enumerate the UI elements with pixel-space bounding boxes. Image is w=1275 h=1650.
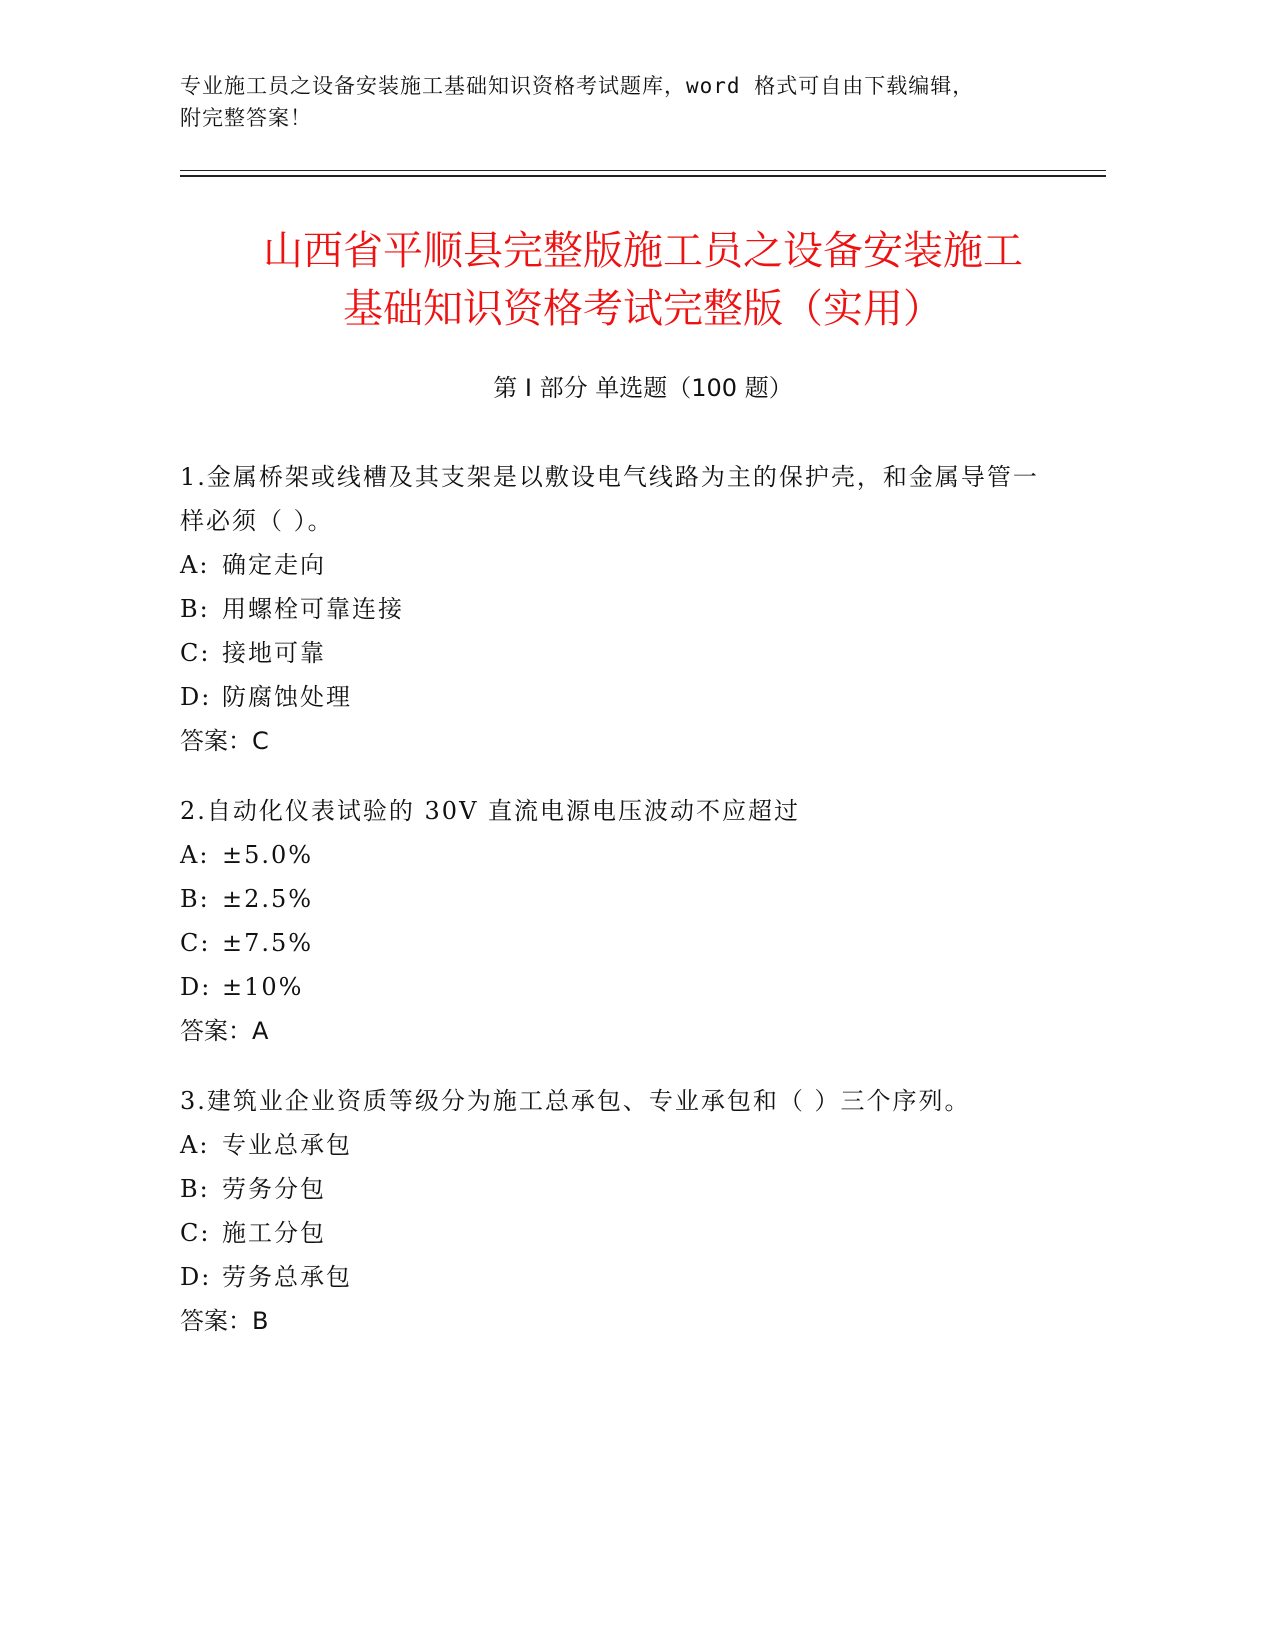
option-text: 确定走向 <box>222 551 326 579</box>
option-text: ±5.0% <box>222 841 314 869</box>
question-item <box>180 1079 1060 1343</box>
option-key: D: <box>180 683 212 711</box>
option-key: B: <box>180 595 210 623</box>
option-key: B: <box>180 885 210 913</box>
option-text: 用螺栓可靠连接 <box>222 595 404 623</box>
question-option-b <box>180 587 1060 631</box>
option-key: D: <box>180 1263 212 1291</box>
question-option-d <box>180 965 1060 1009</box>
question-option-d <box>180 1255 1060 1299</box>
option-text: ±2.5% <box>222 885 314 913</box>
header-note <box>180 70 1100 134</box>
option-key: A: <box>180 1131 210 1159</box>
option-text: 劳务总承包 <box>222 1263 352 1291</box>
option-key: C: <box>180 639 211 667</box>
question-stem: 3.建筑业企业资质等级分为施工总承包、专业承包和（ ）三个序列。 <box>180 1087 971 1115</box>
question-option-a <box>180 1123 1060 1167</box>
option-text: 专业总承包 <box>222 1131 352 1159</box>
option-key: A: <box>180 841 210 869</box>
option-key: D: <box>180 973 212 1001</box>
header-divider-thick <box>180 175 1106 177</box>
option-text: ±7.5% <box>222 929 314 957</box>
option-key: B: <box>180 1175 210 1203</box>
question-option-c <box>180 631 1060 675</box>
question-option-c <box>180 1211 1060 1255</box>
question-item <box>180 455 1060 763</box>
question-option-b <box>180 877 1060 921</box>
question-item <box>180 789 1060 1053</box>
question-option-a <box>180 543 1060 587</box>
header-note-line-2: 附完整答案！ <box>180 106 312 130</box>
question-answer: 答案：C <box>180 727 269 755</box>
question-option-a <box>180 833 1060 877</box>
question-option-b <box>180 1167 1060 1211</box>
section-heading: 第 I 部分 单选题（100 题） <box>493 374 793 402</box>
option-text: 劳务分包 <box>222 1175 326 1203</box>
question-answer: 答案：B <box>180 1307 269 1335</box>
option-text: ±10% <box>222 973 304 1001</box>
document-title <box>180 222 1106 338</box>
question-stem: 1.金属桥架或线槽及其支架是以敷设电气线路为主的保护壳，和金属导管一样必须（ ）。 <box>180 463 1039 535</box>
question-stem: 2.自动化仪表试验的 30V 直流电源电压波动不应超过 <box>180 797 801 825</box>
option-text: 施工分包 <box>222 1219 326 1247</box>
header-note-line-1: 专业施工员之设备安装施工基础知识资格考试题库，word 格式可自由下载编辑， <box>180 74 975 98</box>
question-option-d <box>180 675 1060 719</box>
option-text: 防腐蚀处理 <box>222 683 352 711</box>
document-title-line-1: 山西省平顺县完整版施工员之设备安装施工 <box>263 228 1023 274</box>
option-text: 接地可靠 <box>222 639 326 667</box>
header-divider-thin <box>180 170 1106 171</box>
option-key: C: <box>180 929 211 957</box>
question-answer: 答案：A <box>180 1017 269 1045</box>
option-key: A: <box>180 551 210 579</box>
question-list <box>180 455 1060 1369</box>
question-option-c <box>180 921 1060 965</box>
document-title-line-2: 基础知识资格考试完整版（实用） <box>343 286 943 332</box>
option-key: C: <box>180 1219 211 1247</box>
